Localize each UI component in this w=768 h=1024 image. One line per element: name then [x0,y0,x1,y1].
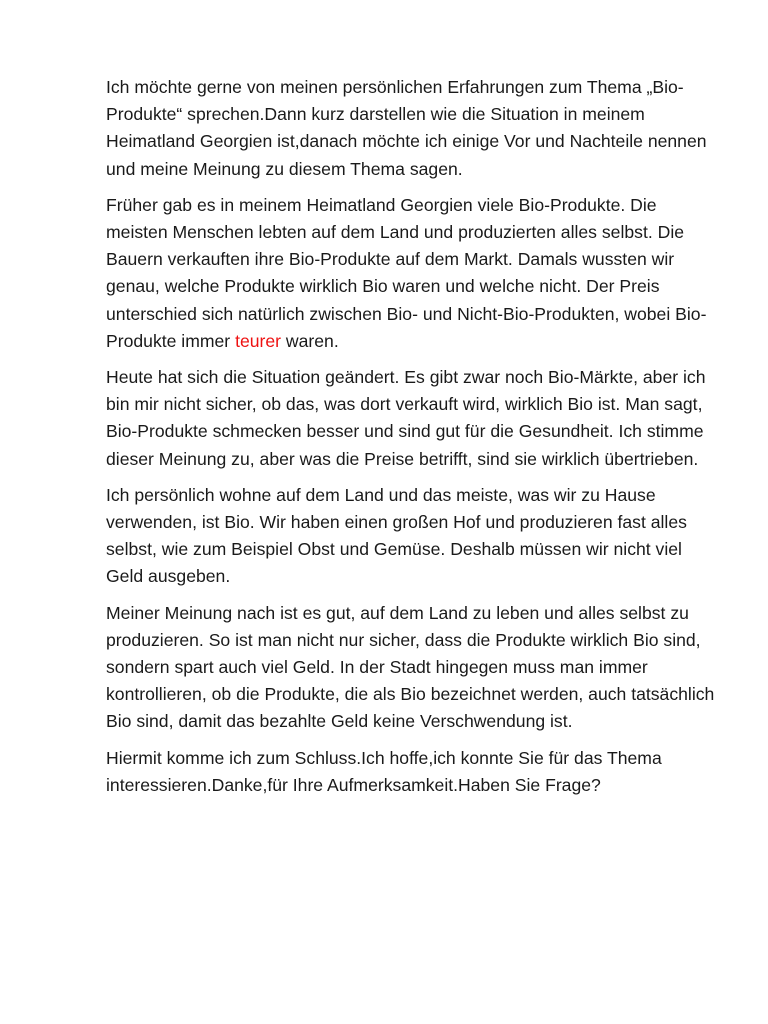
paragraph-personal: Ich persönlich wohne auf dem Land und das meiste, was wir zu Hause verwenden, ist Bio. Wir haben einen großen Hof und produzieren fast alles selbst, wie zum Beispiel Obst und Gemüse. Deshalb müssen wir nicht viel Geld ausgeben. [106,484,687,587]
paragraph-intro: Ich möchte gerne von meinen persönlichen Erfahrungen zum Thema „Bio-Produkte“ sprechen.Dann kurz darstellen wie die Situation in meinem Heimatland Georgien ist,danach möchte ich einige Vor und Nachteile nennen und meine Meinung zu diesem Thema sagen. [106,77,707,179]
paragraph-past-end: waren. [281,330,339,351]
highlighted-word: teurer [235,330,282,351]
paragraph-present: Heute hat sich die Situation geändert. Es gibt zwar noch Bio-Märkte, aber ich bin mir nicht sicher, ob das, was dort verkauft wird, wirklich Bio ist. Man sagt, Bio-Produkte schmecken besser und sind gut für die Gesundheit. Ich stimme dieser Meinung zu, aber was die Preise betrifft, sind sie wirklich übertrieben. [106,367,706,469]
paragraph-opinion: Meiner Meinung nach ist es gut, auf dem Land zu leben und alles selbst zu produzieren. So ist man nicht nur sicher, dass die Produkte wirklich Bio sind, sondern spart auch viel Geld. In der Stadt hingegen muss man immer kontrollieren, ob die Produkte, die als Bio bezeichnet werden, auch tatsächlich Bio sind, damit das bezahlte Geld keine Verschwendung ist. [106,602,715,732]
paragraph-past-text: Früher gab es in meinem Heimatland Georgien viele Bio-Produkte. Die meisten Menschen lebten auf dem Land und produzierten alles selbst. Die Bauern verkauften ihre Bio-Produkte auf dem Markt. Damals wussten wir genau, welche Produkte wirklich Bio waren und welche nicht. Der Preis unterschied sich natürlich zwischen Bio- und Nicht-Bio-Produkten, wobei Bio-Produkte immer [106,194,707,351]
paragraph-past [106,192,718,355]
paragraph-conclusion: Hiermit komme ich zum Schluss.Ich hoffe,ich konnte Sie für das Thema interessieren.Danke,für Ihre Aufmerksamkeit.Haben Sie Frage? [106,747,662,795]
document-page [106,74,718,808]
